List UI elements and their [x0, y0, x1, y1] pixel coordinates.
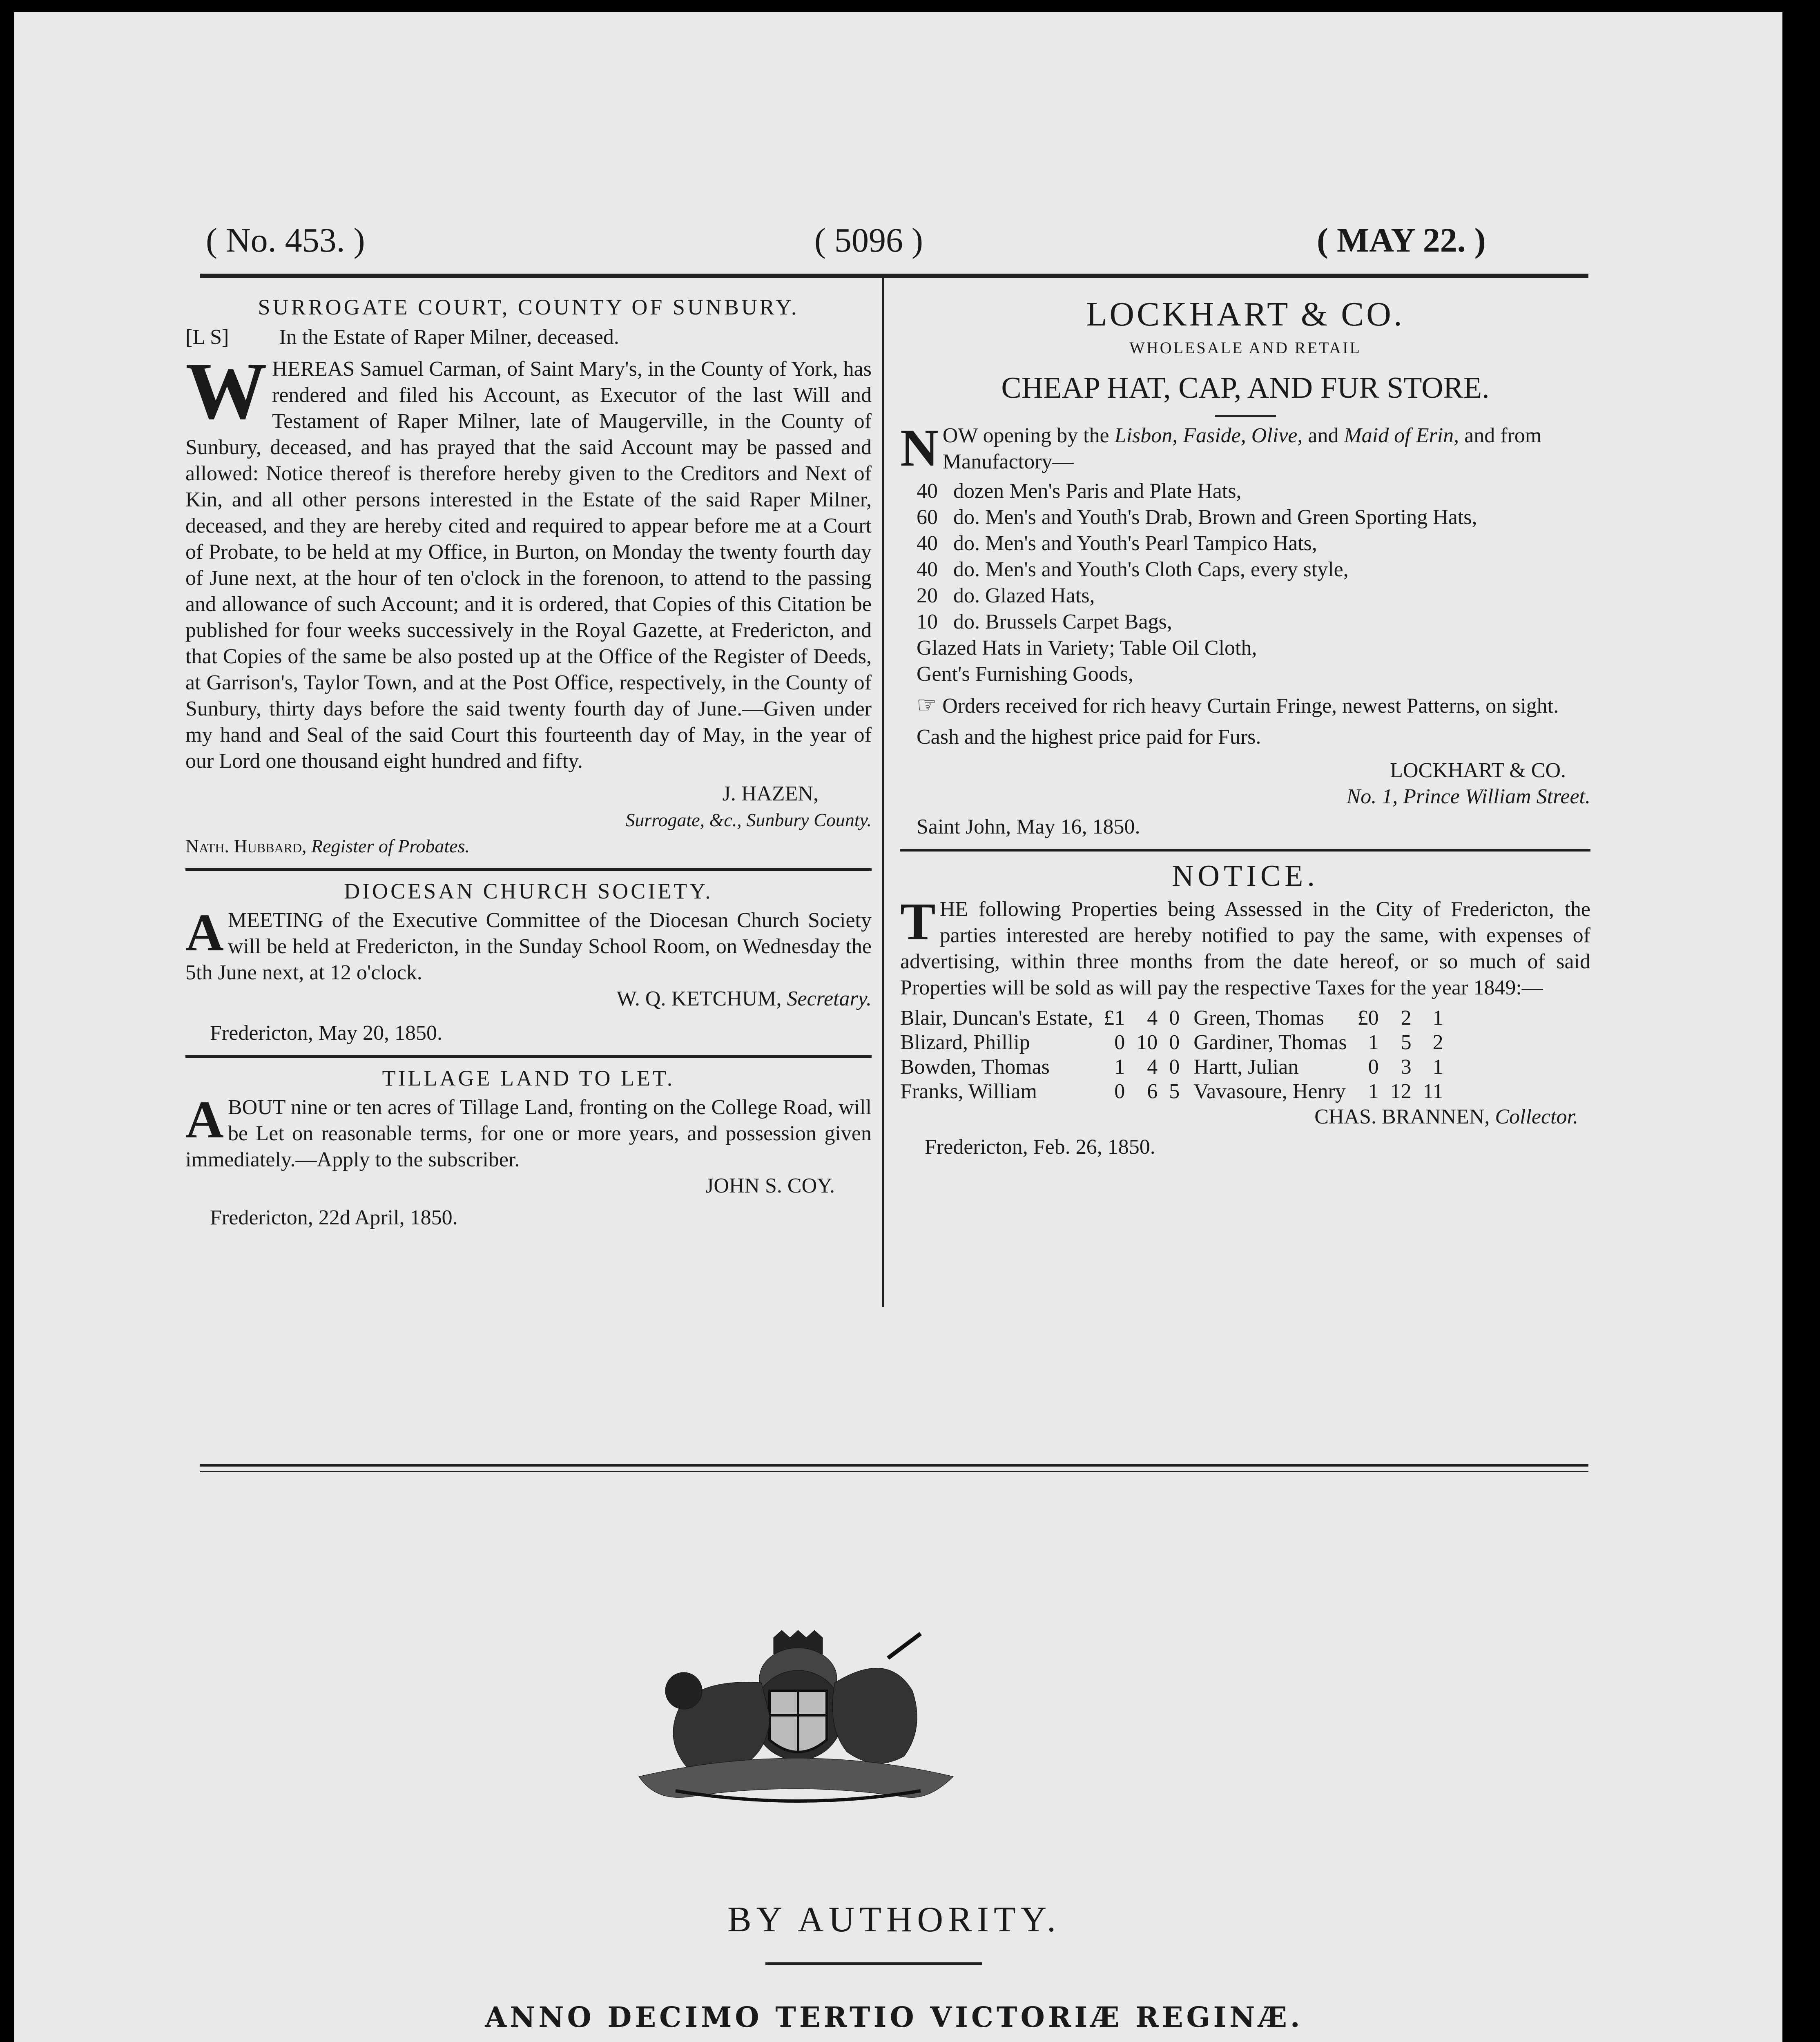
register-title: Register of Probates. — [311, 836, 470, 856]
left-column — [185, 294, 872, 1231]
issue-date: ( MAY 22. ) — [1317, 221, 1486, 259]
list-item: 40 do. Men's and Youth's Pearl Tampico Hats, — [917, 532, 1317, 555]
right-column — [900, 294, 1590, 1160]
royal-coat-of-arms-icon — [627, 1630, 966, 1813]
seal-mark: [L S] — [185, 325, 229, 349]
lockhart-signer: LOCKHART & CO. — [1390, 759, 1566, 782]
tillage-title: TILLAGE LAND TO LET. — [382, 1066, 675, 1090]
surrogate-body: HEREAS Samuel Carman, of Saint Mary's, in the County of York, has rendered and filed his Account, as Executor of the last Will and Testament of Raper Milner, late of Maugerville, in the County of Sunbury, deceased, and has prayed that the said Account may be passed and allowed: Notice thereof is therefore hereby given to the Creditors and Next of Kin, and all other persons interested in the Estate of the said Raper Milner, deceased, and they are hereby cited and required to appear before me at a Court of Probate, to be held at my Office, in Burton, on Monday the twenty fourth day of June next, at the hour of ten o'clock in the forenoon, to attend to the passing and allowance of such Account; and it is ordered, that Copies of this Citation be published for four weeks successively in the Royal Gazette, at Fredericton, and that Copies of the same be also posted up at the Office of the Register of Deeds, at Garrison's, Taylor Town, and at the Post Office, respectively, in the County of Sunbury, thirty days before the said twenty fourth day of June.—Given under my hand and Seal of the said Court this fourteenth day of May, in the year of our Lord one thousand eight hundred and fifty. — [185, 357, 872, 773]
lockhart-ship-last: Maid of Erin, — [1344, 424, 1459, 447]
diocesan-dropcap: A — [185, 903, 224, 962]
lockhart-ships: Lisbon, Faside, Olive, — [1114, 424, 1303, 447]
lockhart-short-rule — [1215, 415, 1276, 417]
lockhart-intro-and: and — [1303, 424, 1344, 447]
lockhart-intro-a: OW opening by the — [942, 424, 1115, 447]
tillage-dateline: Fredericton, 22d April, 1850. — [210, 1206, 458, 1229]
diocesan-body: MEETING of the Executive Committee of the Diocesan Church Society will be held at Fredericton, in the Sunday School Room, on Wednesday the 5th June next, at 12 o'clock. — [185, 909, 872, 984]
lockhart-dropcap: N — [900, 419, 939, 477]
double-rule-bottom — [200, 1471, 1588, 1472]
rule-3 — [900, 849, 1590, 852]
diocesan-dateline: Fredericton, May 20, 1850. — [210, 1021, 443, 1045]
notice-body: HE following Properties being Assessed in the City of Fredericton, the parties interested are hereby notified to pay the same, with expenses of advertising, within three months from the date hereof, or so much of said Properties will be sold as will pay the respective Taxes for the year 1849:— — [900, 898, 1590, 999]
rule-2 — [185, 1055, 872, 1058]
list-item: 60 do. Men's and Youth's Drab, Brown and Green Sporting Hats, — [917, 506, 1477, 529]
register-name: Nath. Hubbard, — [185, 836, 307, 856]
table-row: Blizard, Phillip 0 10 0 Gardiner, Thomas 1 5 2 — [900, 1031, 1443, 1054]
lockhart-subtitle: WHOLESALE AND RETAIL — [1129, 339, 1361, 357]
surrogate-title: SURROGATE COURT, COUNTY OF SUNBURY. — [258, 295, 799, 319]
diocesan-signer-title: Secretary. — [787, 987, 872, 1010]
surrogate-signer-title: Surrogate, &c., Sunbury County. — [625, 809, 872, 830]
list-item: 10 do. Brussels Carpet Bags, — [917, 610, 1172, 633]
list-item: 40 dozen Men's Paris and Plate Hats, — [917, 479, 1242, 503]
rule-1 — [185, 868, 872, 871]
list-item: 40 do. Men's and Youth's Cloth Caps, every style, — [917, 558, 1349, 581]
lockhart-store: CHEAP HAT, CAP, AND FUR STORE. — [1001, 371, 1490, 405]
surrogate-dropcap: W — [185, 346, 267, 436]
estate-line: In the Estate of Raper Milner, deceased. — [279, 325, 619, 349]
notice-signer: CHAS. BRANNEN, — [1314, 1105, 1490, 1128]
notice-dateline: Fredericton, Feb. 26, 1850. — [925, 1135, 1155, 1159]
lockhart-dateline: Saint John, May 16, 1850. — [917, 815, 1140, 838]
anno-heading: ANNO DECIMO TERTIO VICTORIÆ REGINÆ. — [485, 2001, 1303, 2034]
lockhart-orders: Orders received for rich heavy Curtain Fringe, newest Patterns, on sight. — [942, 694, 1559, 718]
table-row: Blair, Duncan's Estate, £1 4 0 Green, Thomas £0 2 1 — [900, 1006, 1443, 1030]
notice-signer-title: Collector. — [1495, 1105, 1578, 1128]
table-row: Bowden, Thomas 1 4 0 Hartt, Julian 0 3 1 — [900, 1055, 1443, 1079]
list-item: 20 do. Glazed Hats, — [917, 584, 1095, 607]
tax-table — [900, 1006, 1449, 1104]
by-authority-heading: BY AUTHORITY. — [727, 1900, 1061, 1939]
diocesan-signer: W. Q. KETCHUM, — [616, 987, 782, 1010]
issue-number: ( No. 453. ) — [206, 221, 365, 259]
surrogate-signer: J. HAZEN, — [722, 782, 819, 805]
column-divider — [882, 278, 884, 1307]
lockhart-items — [900, 478, 1590, 635]
page-number: ( 5096 ) — [814, 221, 923, 259]
table-row: Franks, William 0 6 5 Vavasoure, Henry 1 12 11 — [900, 1080, 1443, 1103]
notice-dropcap: T — [900, 892, 936, 951]
authority-rule — [765, 1962, 982, 1965]
lockhart-extra-1: Glazed Hats in Variety; Table Oil Cloth, — [917, 636, 1257, 660]
gazette-page — [14, 12, 1782, 2042]
tillage-signer: JOHN S. COY. — [705, 1174, 835, 1197]
lockhart-intro-b: and from Manufactory— — [942, 424, 1542, 473]
tillage-body: BOUT nine or ten acres of Tillage Land, fronting on the College Road, will be Let on reasonable terms, for one or more years, and possession given immediately.—Apply to the subscriber. — [185, 1096, 872, 1171]
lockhart-cash: Cash and the highest price paid for Furs. — [917, 725, 1261, 749]
pointing-hand-icon: ☞ — [917, 693, 937, 718]
double-rule-top — [200, 1464, 1588, 1467]
lockhart-extra-2: Gent's Furnishing Goods, — [917, 662, 1133, 686]
lockhart-address: No. 1, Prince William Street. — [1346, 785, 1590, 808]
lockhart-title: LOCKHART & CO. — [1086, 295, 1405, 333]
notice-title: NOTICE. — [1172, 859, 1319, 893]
tillage-dropcap: A — [185, 1090, 224, 1149]
diocesan-title: DIOCESAN CHURCH SOCIETY. — [344, 879, 713, 903]
header-rule — [200, 274, 1588, 278]
